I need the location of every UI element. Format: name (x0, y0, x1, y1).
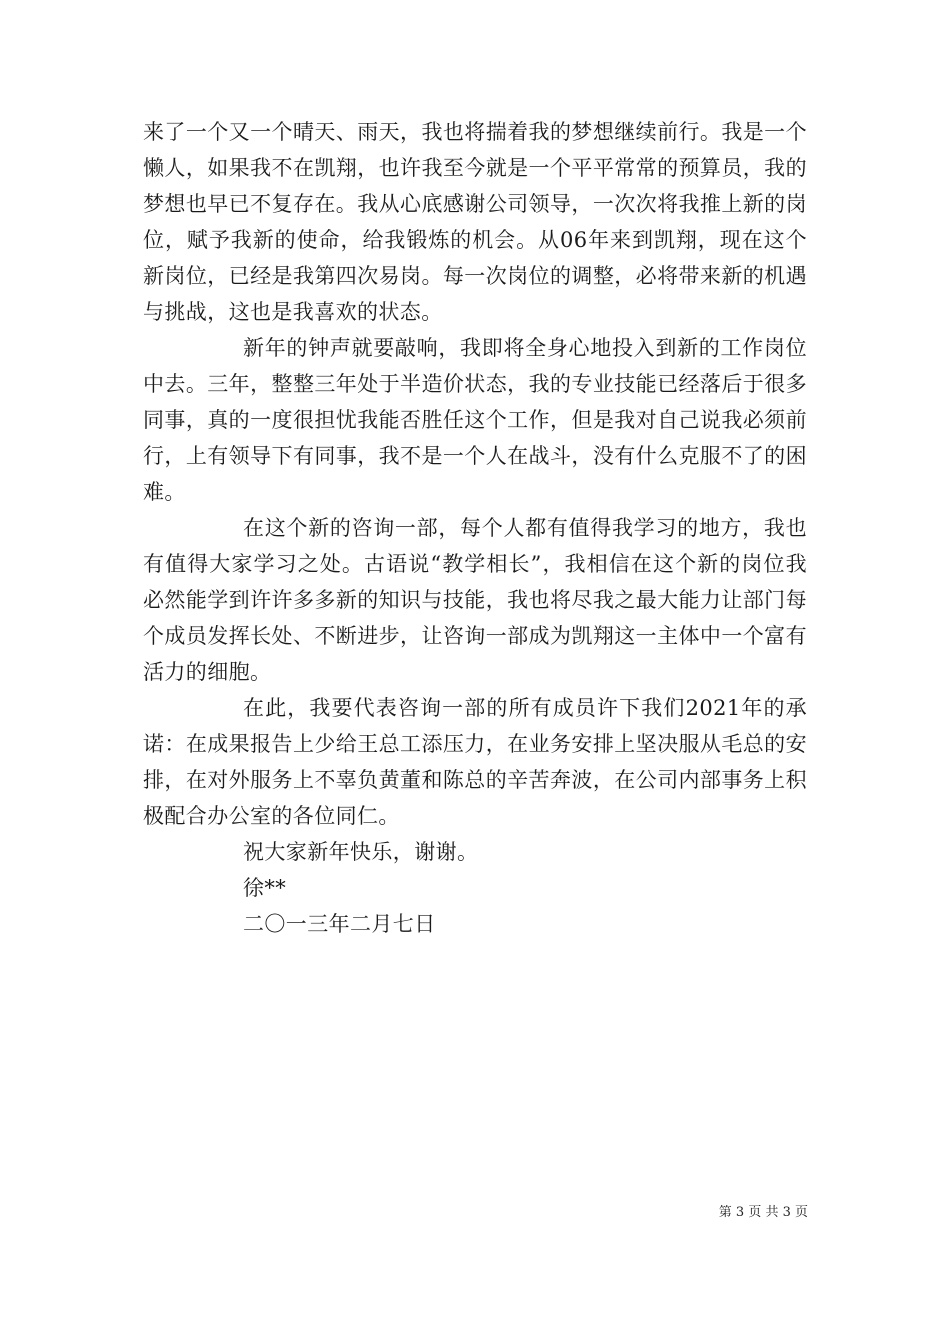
paragraph-1: 来了一个又一个晴天、雨天，我也将揣着我的梦想继续前行。我是一个懒人，如果我不在凯翔，也许我至今就是一个平平常常的预算员，我的梦想也早已不复存在。我从心底感谢公司领导，一次次将我推上新的岗位，赋予我新的使命，给我锻炼的机会。从06年来到凯翔，现在这个新岗位，已经是我第四次易岗。每一次岗位的调整，必将带来新的机遇与挑战，这也是我喜欢的状态。 (143, 120, 807, 324)
paragraph-4: 在此，我要代表咨询一部的所有成员许下我们2021年的承诺：在成果报告上少给王总工添压力，在业务安排上坚决服从毛总的安排，在对外服务上不辜负黄董和陈总的辛苦奔波，在公司内部事务上积极配合办公室的各位同仁。 (143, 696, 807, 828)
document-body (143, 114, 807, 942)
paragraph-3: 在这个新的咨询一部，每个人都有值得我学习的地方，我也有值得大家学习之处。古语说“教学相长”，我相信在这个新的岗位我必然能学到许许多多新的知识与技能，我也将尽我之最大能力让部门每个成员发挥长处、不断进步，让咨询一部成为凯翔这一主体中一个富有活力的细胞。 (143, 516, 807, 684)
date-line: 二〇一三年二月七日 (243, 912, 436, 936)
page-number: 第 3 页 共 3 页 (718, 1205, 808, 1220)
signature: 徐** (243, 876, 287, 900)
closing-line: 祝大家新年快乐，谢谢。 (243, 840, 479, 864)
paragraph-2: 新年的钟声就要敲响，我即将全身心地投入到新的工作岗位中去。三年，整整三年处于半造价状态，我的专业技能已经落后于很多同事，真的一度很担忧我能否胜任这个工作，但是我对自己说我必须前行，上有领导下有同事，我不是一个人在战斗，没有什么克服不了的困难。 (143, 336, 807, 504)
